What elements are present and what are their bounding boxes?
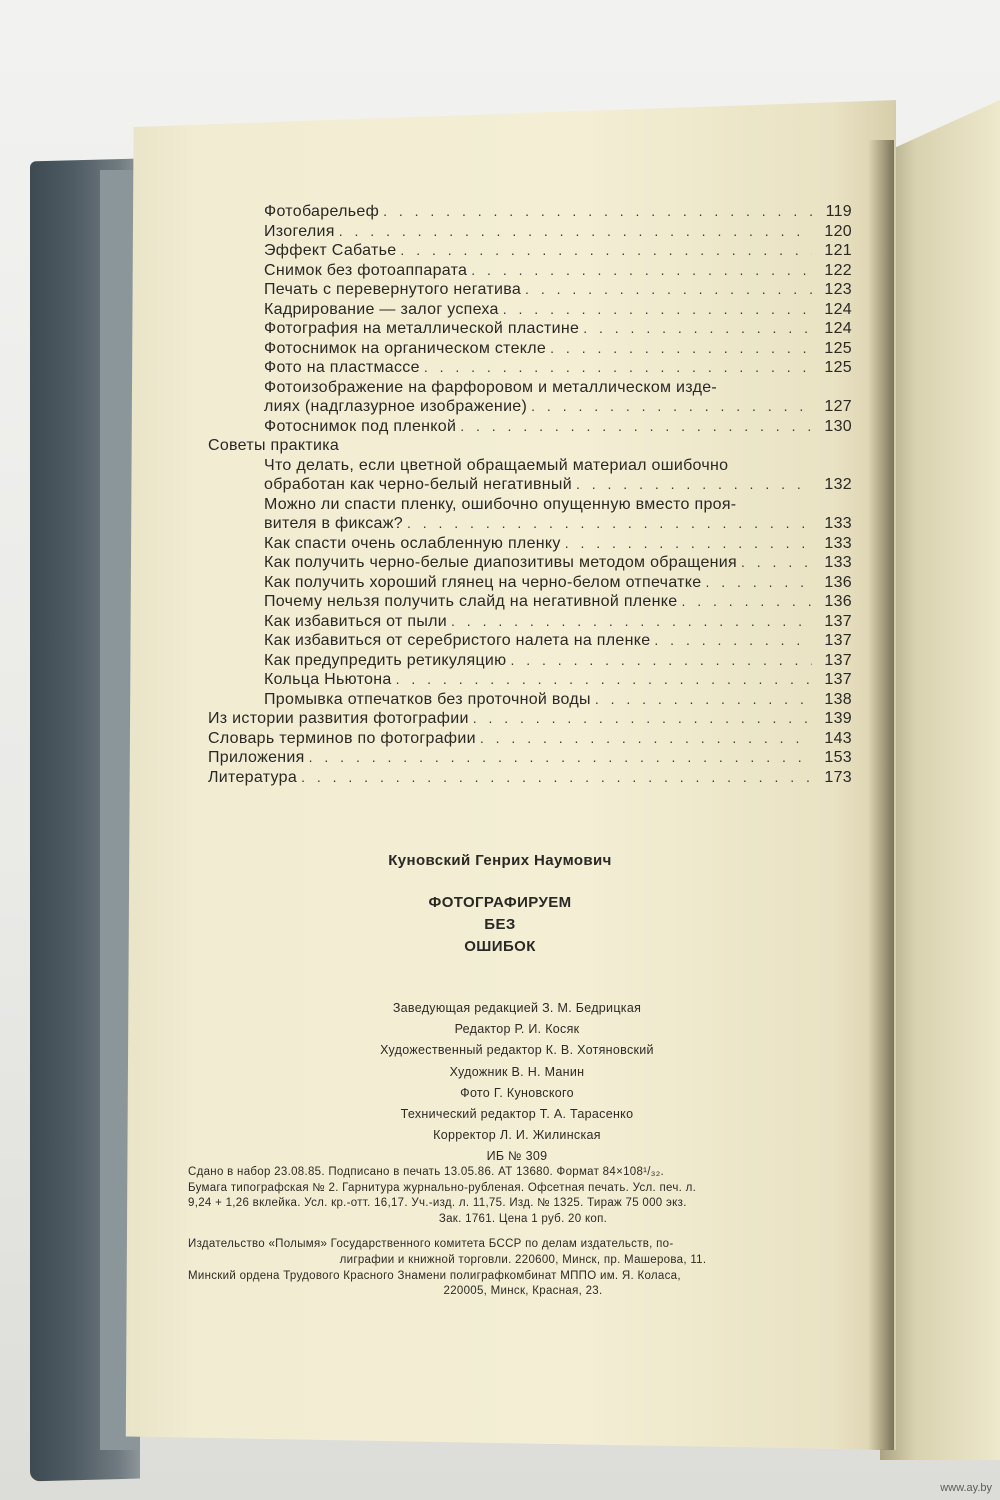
toc-entry-page: 153 [824,749,852,766]
toc-leader-dots [550,339,812,359]
toc-entry-page: 139 [824,710,852,727]
toc-leader-dots [396,670,812,690]
toc-entry-page: 143 [824,729,852,747]
toc-entry [200,631,852,651]
toc-leader-dots [565,534,812,554]
toc-entry [200,514,852,534]
table-of-contents [200,202,852,787]
toc-entry-title: Фотоснимок под пленкой [264,417,457,435]
toc-leader-dots [480,729,812,749]
toc-entry [200,748,852,768]
toc-leader-dots [503,300,812,320]
credit-line: Художественный редактор К. В. Хотяновский [380,1043,654,1058]
toc-entry-title: Фотобарельеф [264,203,380,220]
toc-entry-page: 125 [824,339,852,357]
credit-line: Заведующая редакцией З. М. Бедрицкая [392,1001,642,1015]
toc-entry [200,534,852,554]
toc-entry-title: Литература [208,768,298,786]
toc-entry-title: Эффект Сабатье [264,242,397,259]
toc-entry-page: 137 [824,671,852,688]
toc-entry-page: 122 [824,261,852,279]
toc-entry-title: Изогелия [264,222,335,240]
author-name: Куновский Генрих Наумович [388,852,612,869]
toc-leader-dots [741,553,812,573]
toc-entry-title: Промывка отпечатков без проточной воды [264,690,591,708]
toc-entry [200,592,852,612]
toc-entry [200,397,852,417]
credit-line: ИБ № 309 [486,1149,548,1164]
toc-entry-title: Как избавиться от серебристого налета на пленке [264,632,651,649]
toc-entry [200,222,852,242]
imprint-line: Зак. 1761. Цена 1 руб. 20 коп. [438,1212,608,1225]
toc-entry-page: 124 [824,320,852,337]
toc-entry-page: 123 [824,281,852,298]
imprint-line: Сдано в набор 23.08.85. Подписано в печать 13.05.86. АТ 13680. Формат 84×108¹/₃₂. [188,1166,665,1178]
toc-entry-title: Фотография на металлической пластине [264,320,580,337]
toc-leader-dots [407,514,812,534]
toc-entry-title: Как предупредить ретикуляцию [264,651,507,669]
toc-leader-dots [705,573,812,593]
toc-leader-dots [595,690,812,710]
facing-page-edge [880,100,1000,1460]
toc-entry-title: вителя в фиксаж? [264,515,403,532]
toc-entry [200,358,852,378]
toc-entry-title: обработан как черно-белый негативный [264,476,572,493]
toc-leader-dots [451,612,812,632]
toc-entry-title: Что делать, если цветной обращаемый материал ошибочно [264,456,729,474]
toc-section-heading: Советы практика [208,437,340,454]
credit-line: Редактор Р. И. Косяк [454,1022,580,1037]
credit-line: Художник В. Н. Манин [449,1064,585,1079]
toc-entry [200,475,852,495]
toc-entry [200,319,852,339]
toc-entry [200,280,852,300]
toc-leader-dots [681,592,812,612]
imprint-line: Бумага типографская № 2. Гарнитура журнально-рубленая. Офсетная печать. Усл. печ. л. [188,1181,697,1194]
toc-entry-title: Снимок без фотоаппарата [264,261,468,279]
toc-entry-page: 132 [824,476,852,493]
toc-entry-title: Печать с перевернутого негатива [264,281,522,298]
printer-line: 220005, Минск, Красная, 23. [443,1285,603,1298]
publisher-line: Издательство «Полымя» Государственного комитета БССР по делам издательств, по- [188,1238,674,1251]
toc-entry [200,670,852,690]
toc-entry-page: 130 [824,417,852,435]
book-title [200,892,800,958]
toc-entry-title: Как получить хороший глянец на черно-белом отпечатке [264,573,702,591]
toc-entry-page: 136 [824,573,852,591]
toc-entry [200,612,852,632]
toc-entry-page: 120 [824,222,852,240]
toc-entry-title: Кольца Ньютона [264,671,392,688]
toc-entry-page: 133 [824,534,852,552]
toc-entry-title: Кадрирование — залог успеха [264,300,499,318]
credit-line: Корректор Л. И. Жилинская [433,1128,601,1143]
book-title-line: БЕЗ [484,916,516,933]
toc-leader-dots [383,202,812,222]
toc-entry-title: Из истории развития фотографии [208,710,469,727]
toc-entry-title: Приложения [208,749,305,766]
toc-entry-title: лиях (надглазурное изображение) [264,398,528,415]
toc-entry [200,553,852,573]
toc-entry-page: 137 [824,632,852,649]
toc-leader-dots [424,358,812,378]
toc-leader-dots [473,709,812,729]
printer-line: Минский ордена Трудового Красного Знамени полиграфкомбинат МППО им. Я. Коласа, [188,1269,681,1282]
toc-entry-page: 121 [824,242,852,259]
toc-entry [200,651,852,671]
toc-entry-page: 124 [824,300,852,318]
toc-leader-dots [525,280,812,300]
toc-entry-page: 137 [824,651,852,669]
toc-entry-page: 137 [824,612,852,630]
toc-entry [200,417,852,437]
toc-entry-page: 133 [824,554,852,571]
toc-entry-page: 119 [825,203,852,220]
toc-entry-title: Как спасти очень ослабленную пленку [264,534,561,552]
toc-entry-title: Фотоснимок на органическом стекле [264,339,547,357]
toc-leader-dots [301,768,812,788]
editorial-credits [200,998,834,1168]
toc-leader-dots [583,319,812,339]
toc-entry [200,241,852,261]
toc-entry-title: Почему нельзя получить слайд на негативной пленке [264,593,678,610]
credit-line: Фото Г. Куновского [460,1085,574,1100]
toc-entry [200,573,852,593]
toc-entry-page: 125 [824,359,852,376]
publisher-line: лиграфии и книжной торговли. 220600, Минск, пр. Машерова, 11. [339,1253,707,1266]
toc-entry-title: Фото на пластмассе [264,359,420,376]
toc-leader-dots [460,417,812,437]
toc-entry-title: Можно ли спасти пленку, ошибочно опущенную вместо проя- [264,495,737,513]
toc-leader-dots [339,222,812,242]
toc-entry [200,729,852,749]
toc-entry [200,690,852,710]
page-gutter-shadow [868,140,894,1450]
toc-entry-title: Как получить черно-белые диапозитивы методом обращения [264,554,737,571]
credit-line: Технический редактор Т. А. Тарасенко [400,1106,634,1121]
toc-entry-title: Как избавиться от пыли [264,612,448,630]
toc-entry-page: 138 [824,690,852,708]
toc-entry [200,709,852,729]
toc-entry [200,768,852,788]
watermark: www.ay.by [940,1482,992,1494]
imprint-block [188,1165,858,1300]
toc-entry-page: 127 [824,398,852,415]
toc-entry-page: 133 [824,515,852,532]
toc-entry-page: 173 [824,768,852,786]
toc-leader-dots [531,397,812,417]
toc-leader-dots [309,748,812,768]
book-title-line: ОШИБОК [464,938,536,955]
toc-entry [200,202,852,222]
toc-entry [200,339,852,359]
toc-leader-dots [510,651,812,671]
book-title-line: ФОТОГРАФИРУЕМ [428,894,572,911]
imprint-line: 9,24 + 1,26 вклейка. Усл. кр.-отт. 16,17. Уч.-изд. л. 11,75. Изд. № 1325. Тираж 75 000 экз. [188,1197,687,1210]
toc-leader-dots [400,241,812,261]
toc-entry [200,300,852,320]
toc-leader-dots [471,261,812,281]
toc-entry [200,261,852,281]
toc-entry-page: 136 [824,593,852,610]
toc-entry-title: Словарь терминов по фотографии [208,729,476,747]
toc-leader-dots [576,475,812,495]
toc-entry-title: Фотоизображение на фарфоровом и металлическом изде- [264,378,718,396]
toc-leader-dots [654,631,812,651]
